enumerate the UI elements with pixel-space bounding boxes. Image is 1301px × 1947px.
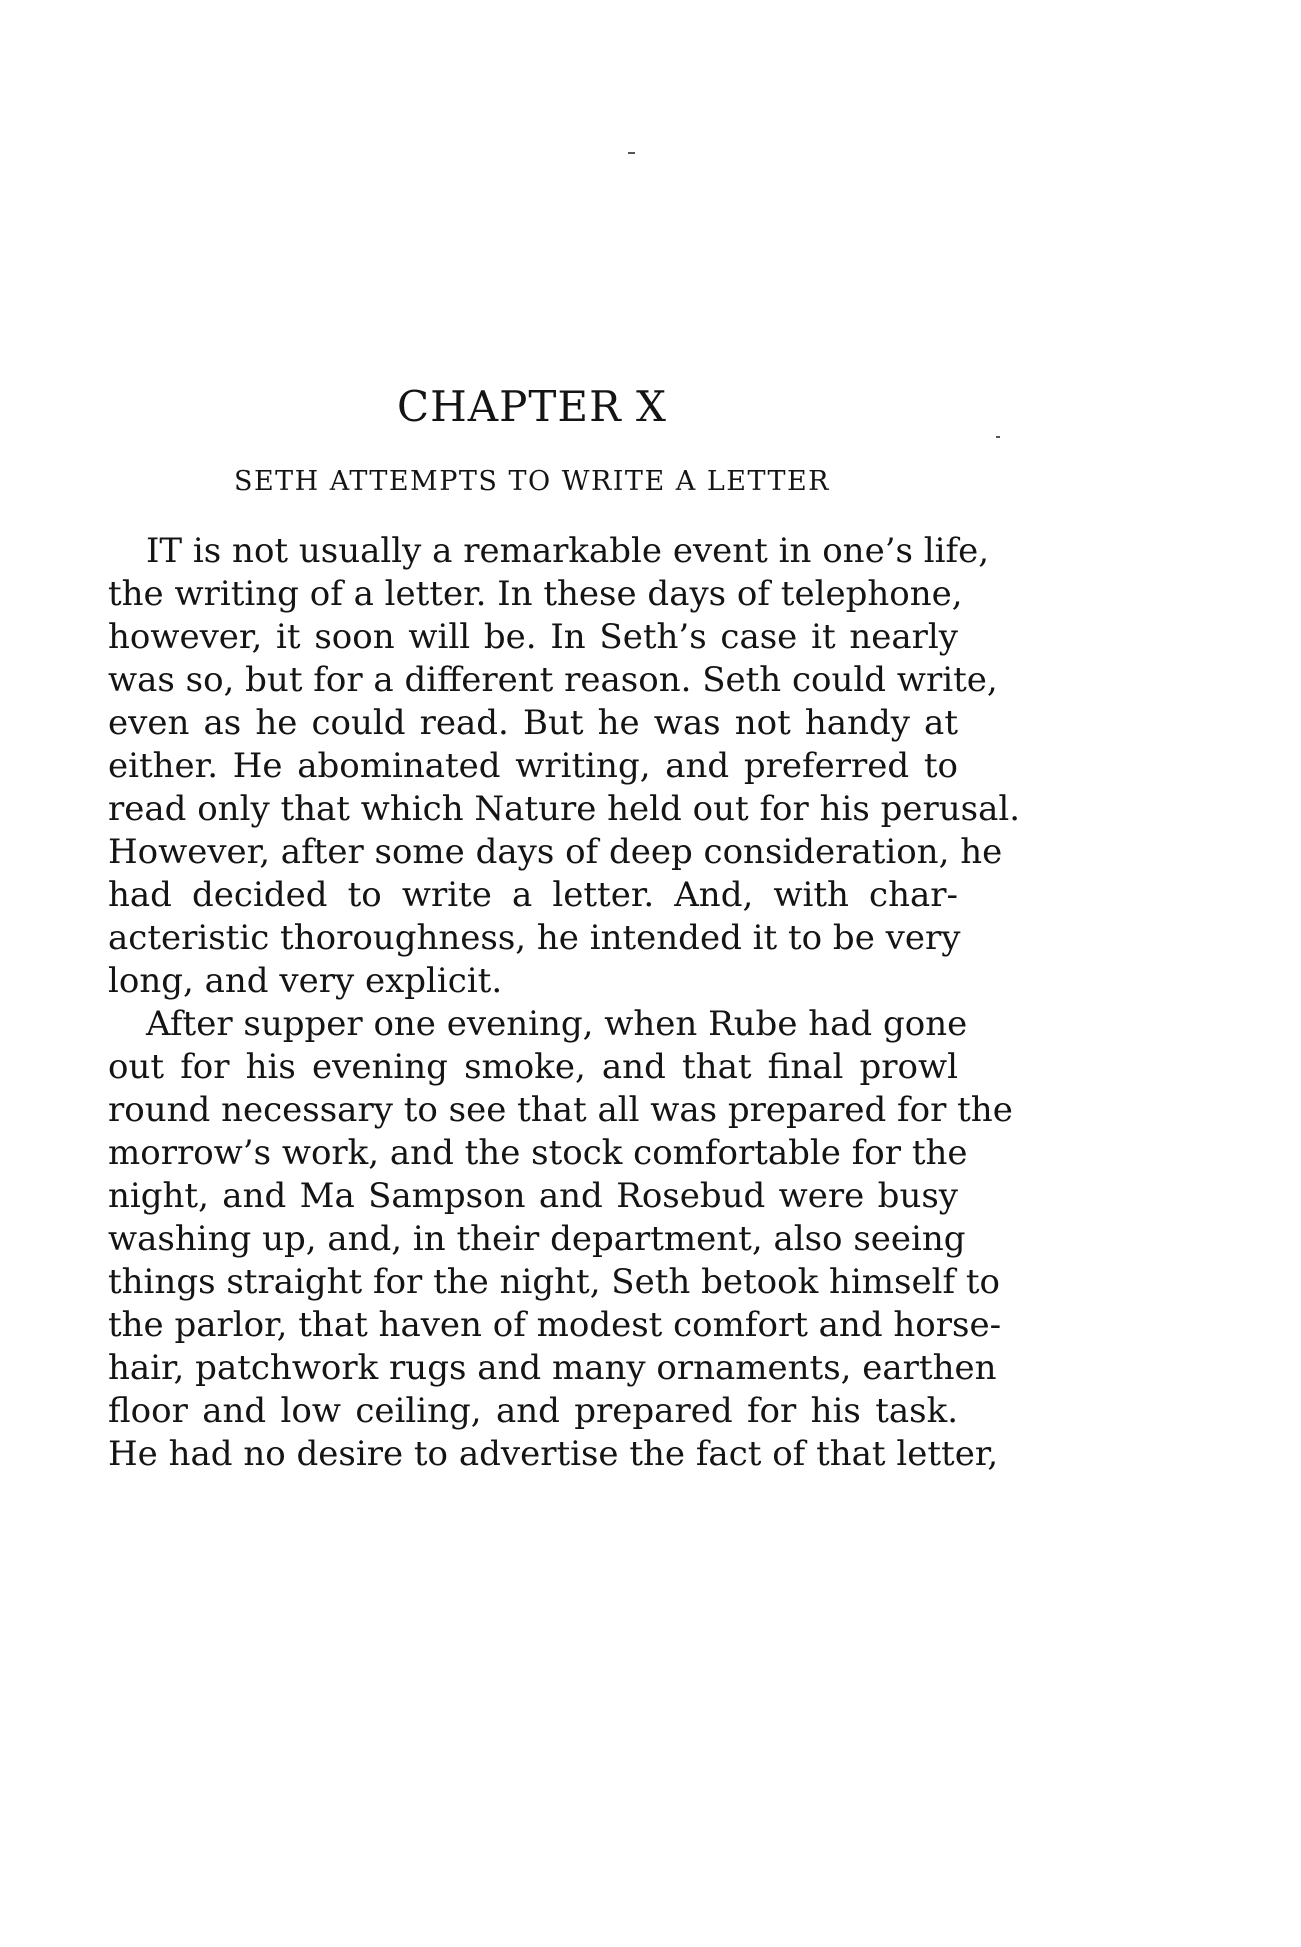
text-line: had decided to write a letter. And, with char- [108,875,958,915]
text-line: even as he could read. But he was not handy at [108,703,958,743]
text-line: floor and low ceiling, and prepared for his task. [108,1391,958,1431]
paragraph [108,1003,1013,1476]
text-line: things straight for the night, Seth betook himself to [108,1262,1000,1302]
text-line: however, it soon will be. In Seth’s case it nearly [108,617,958,657]
text-line: He had no desire to advertise the fact of that letter, [108,1434,999,1474]
text-line: acteristic thoroughness, he intended it to be very [108,918,961,958]
text-line: out for his evening smoke, and that final prowl [108,1047,958,1087]
text-line: hair, patchwork rugs and many ornaments, earthen [108,1348,997,1388]
print-speck [996,436,1000,438]
text-line: After supper one evening, when Rube had gone [146,1004,968,1044]
text-line: night, and Ma Sampson and Rosebud were busy [108,1176,958,1216]
chapter-subtitle: SETH ATTEMPTS TO WRITE A LETTER [233,466,831,497]
text-line: IT is not usually a remarkable event in one’s life, [146,531,990,571]
text-line: round necessary to see that all was prepared for the [108,1090,1013,1130]
text-line: read only that which Nature held out for his perusal. [108,789,1021,829]
text-line: was so, but for a different reason. Seth could write, [108,660,998,700]
text-line: the parlor, that haven of modest comfort and horse- [108,1305,1002,1345]
chapter-body [108,530,1021,1476]
text-line: However, after some days of deep consideration, he [108,832,1003,872]
text-line: either. He abominated writing, and preferred to [108,746,958,786]
text-line: morrow’s work, and the stock comfortable for the [108,1133,968,1173]
chapter-title: CHAPTER X [397,382,667,431]
text-line: washing up, and, in their department, also seeing [108,1219,966,1259]
text-line: the writing of a letter. In these days of telephone, [108,574,963,614]
print-speck [628,152,635,154]
text-line: long, and very explicit. [108,961,503,1001]
paragraph [108,530,1021,1003]
